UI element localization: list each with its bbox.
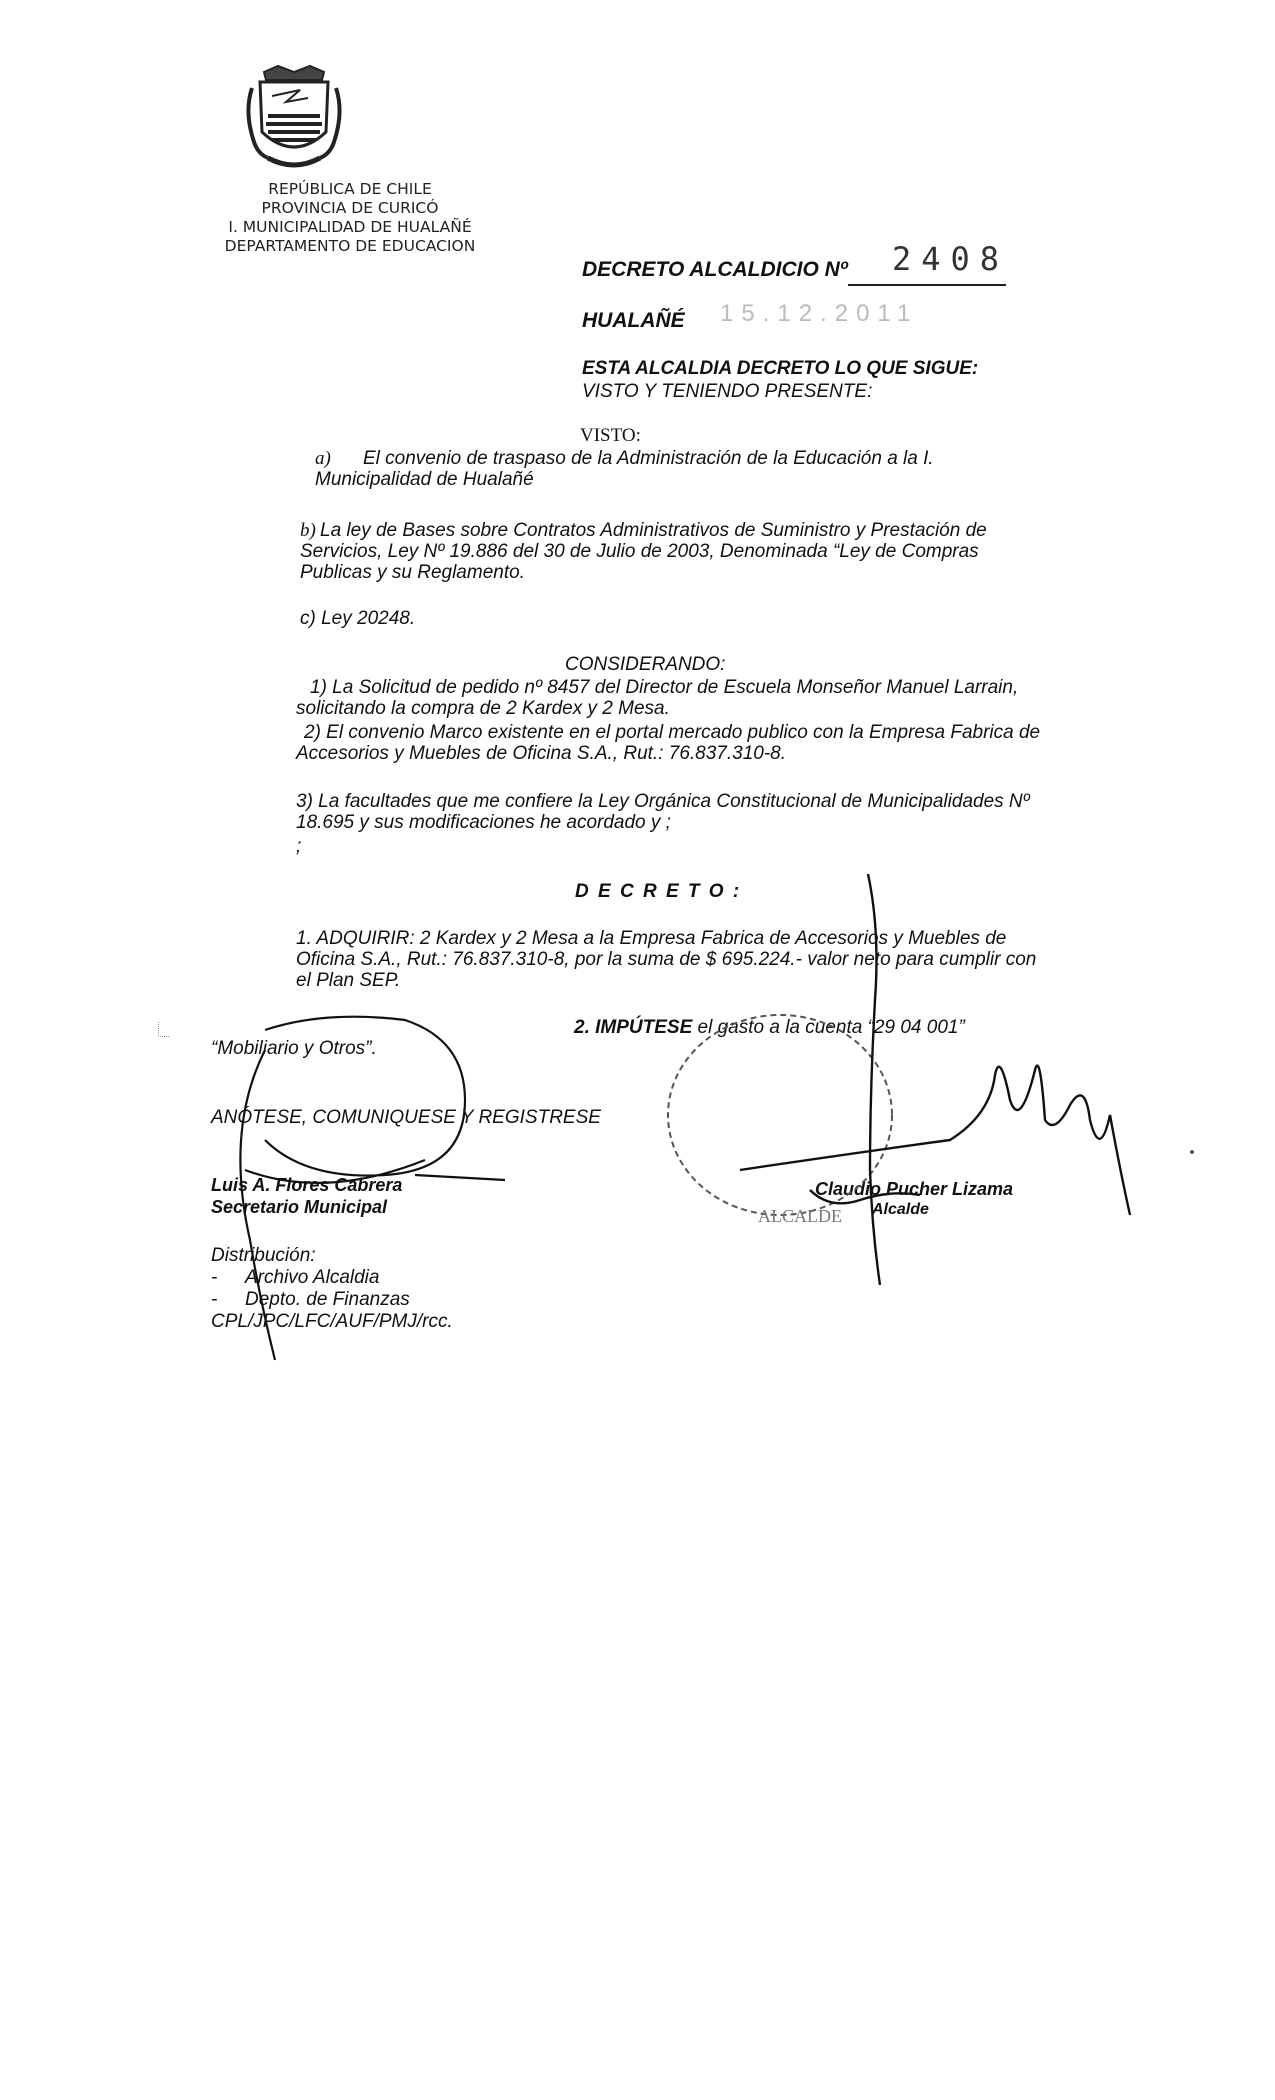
distribution-item-label: Archivo Alcaldia <box>245 1267 380 1288</box>
visto-a-text: El convenio de traspaso de la Administración de la Educación a la I. Municipalidad de Hualañé <box>315 448 934 490</box>
visto-b-text: La ley de Bases sobre Contratos Administrativos de Suministro y Prestación de Servicios, Ley Nº 19.886 del 30 de Julio de 2003, Denominada “Ley de Compras Publicas y su Reglamento. <box>300 520 987 583</box>
decreto-item-2-continuation: “Mobiliario y Otros”. <box>211 1038 377 1059</box>
mayor-title: Alcalde <box>872 1201 929 1218</box>
secretary-title: Secretario Municipal <box>211 1197 388 1217</box>
distribution-dash: - <box>211 1289 218 1310</box>
decree-title <box>582 258 848 282</box>
header-line-municipality: I. MUNICIPALIDAD DE HUALAÑÉ <box>228 218 472 236</box>
distribution-initials: CPL/JPC/LFC/AUF/PMJ/rcc. <box>211 1311 453 1332</box>
considerando-semicolon: ; <box>296 836 302 857</box>
decreto-item-2-label: 2. IMPÚTESE <box>574 1017 693 1038</box>
closing-line: ANÓTESE, COMUNIQUESE Y REGISTRESE <box>211 1107 601 1128</box>
mayor-signature <box>690 870 1150 1290</box>
decree-title-label: DECRETO ALCALDICIO Nº <box>582 258 848 281</box>
decree-date-stamp: 15.12.2011 <box>720 300 919 327</box>
decreto-item-2-text: el gasto a la cuenta “29 04 001” <box>697 1017 965 1038</box>
considerando-item-2: 2) El convenio Marco existente en el portal mercado publico con la Empresa Fabrica de Accesorios y Muebles de Oficina S.A., Rut.: 76.837.310-8. <box>296 722 1041 764</box>
visto-b-marker: b) <box>300 520 316 541</box>
considerando-item-3: 3) La facultades que me confiere la Ley Orgánica Constitucional de Municipalidades Nº 18.695 y sus modificaciones he acordado y ; <box>296 791 1030 833</box>
visto-heading: VISTO: <box>580 425 641 446</box>
decreto-heading: D E C R E T O : <box>575 881 742 902</box>
decree-number-handwritten: 2408 <box>892 240 1010 278</box>
decree-number-line <box>848 284 1006 286</box>
distribution-dash: - <box>211 1267 218 1288</box>
header-line-republic: REPÚBLICA DE CHILE <box>268 180 432 198</box>
scan-mark <box>158 1022 169 1037</box>
secretary-name: Luis A. Flores Cabrera <box>211 1175 403 1195</box>
considerando-heading: CONSIDERANDO: <box>565 654 726 675</box>
header-line-province: PROVINCIA DE CURICÓ <box>261 199 439 217</box>
header-line-department: DEPARTAMENTO DE EDUCACION <box>224 237 476 255</box>
scan-mark <box>1190 1150 1194 1154</box>
visto-a-marker: a) <box>315 448 331 469</box>
visto-item-c: c) Ley 20248. <box>300 608 416 629</box>
considerando-item-1: 1) La Solicitud de pedido nº 8457 del Director de Escuela Monseñor Manuel Larrain, solicitando la compra de 2 Kardex y 2 Mesa. <box>296 677 1019 719</box>
decreto-item-1: 1. ADQUIRIR: 2 Kardex y 2 Mesa a la Empresa Fabrica de Accesorios y Muebles de Oficina S.A., Rut.: 76.837.310-8, por la suma de $ 695.224.- valor neto para cumplir con el Plan SEP. <box>296 928 1037 991</box>
distribution-item-label: Depto. de Finanzas <box>245 1289 410 1310</box>
stamp-bottom-text: ALCALDE <box>758 1206 842 1226</box>
decree-intro-subheading: VISTO Y TENIENDO PRESENTE: <box>582 381 873 402</box>
header-block <box>200 180 500 256</box>
coat-of-arms-logo <box>238 62 350 174</box>
visto-item-a <box>315 448 1055 490</box>
decree-place: HUALAÑÉ <box>582 309 685 332</box>
mayor-name: Claudio Pucher Lizama <box>815 1179 1014 1199</box>
visto-item-b <box>300 520 1055 583</box>
secretary-signature <box>205 1010 525 1370</box>
distribution-heading: Distribución: <box>211 1245 316 1266</box>
decree-intro-heading: ESTA ALCALDIA DECRETO LO QUE SIGUE: <box>582 358 979 379</box>
